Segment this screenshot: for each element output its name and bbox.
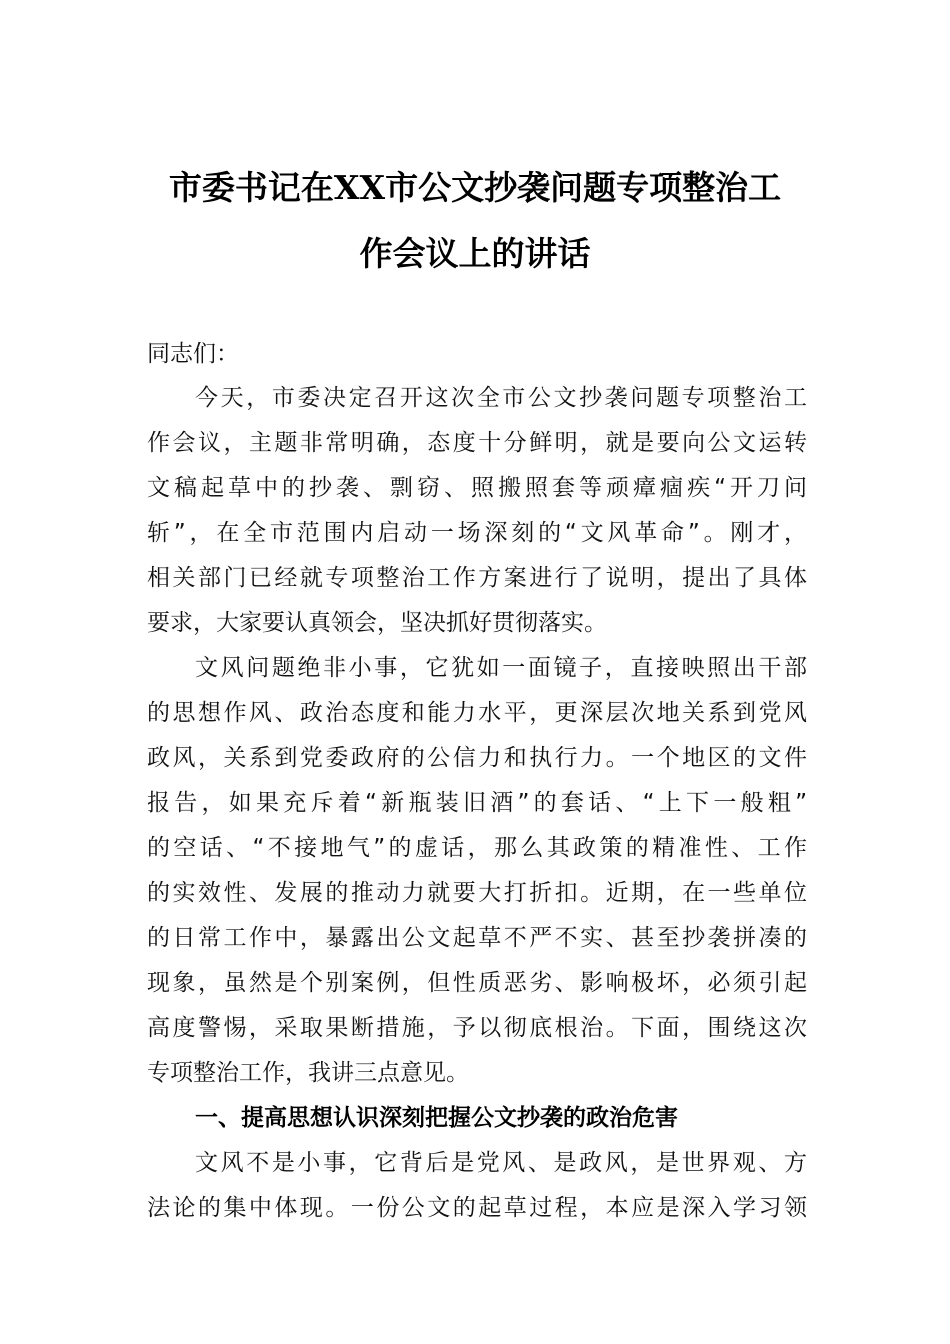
paragraph-2-line: 的空话、“不接地气”的虚话，那么其政策的精准性、工作 <box>147 835 807 861</box>
paragraph-1-line: 作会议，主题非常明确，态度十分鲜明，就是要向公文运转 <box>147 430 807 456</box>
section-1-paragraph-line: 文风不是小事，它背后是党风、是政风，是世界观、方 <box>195 1150 807 1176</box>
paragraph-2-line: 的实效性、发展的推动力就要大打折扣。近期，在一些单位 <box>147 880 807 906</box>
section-heading-1: 一、提高思想认识深刻把握公文抄袭的政治危害 <box>195 1105 678 1131</box>
paragraph-2-line: 的思想作风、政治态度和能力水平，更深层次地关系到党风 <box>147 700 807 726</box>
paragraph-2-line: 高度警惕，采取果断措施，予以彻底根治。下面，围绕这次 <box>147 1015 807 1041</box>
paragraph-1-line: 要求，大家要认真领会，坚决抓好贯彻落实。 <box>147 610 607 636</box>
paragraph-2-line: 文风问题绝非小事，它犹如一面镜子，直接映照出干部 <box>195 655 807 681</box>
salutation: 同志们： <box>147 341 239 367</box>
section-1-paragraph-line: 法论的集中体现。一份公文的起草过程，本应是深入学习领 <box>147 1195 807 1221</box>
paragraph-1-line: 今天，市委决定召开这次全市公文抄袭问题专项整治工 <box>195 385 807 411</box>
paragraph-2-line: 现象，虽然是个别案例，但性质恶劣、影响极坏，必须引起 <box>147 970 807 996</box>
paragraph-1-line: 斩”，在全市范围内启动一场深刻的“文风革命”。刚才， <box>147 520 807 546</box>
document-title-line-2: 作会议上的讲话 <box>359 234 591 273</box>
paragraph-2-line: 政风，关系到党委政府的公信力和执行力。一个地区的文件 <box>147 745 807 771</box>
paragraph-1-line: 相关部门已经就专项整治工作方案进行了说明，提出了具体 <box>147 565 807 591</box>
paragraph-2-line: 专项整治工作，我讲三点意见。 <box>147 1060 469 1086</box>
paragraph-2-line: 的日常工作中，暴露出公文起草不严不实、甚至抄袭拼凑的 <box>147 925 807 951</box>
paragraph-2-line: 报告，如果充斥着“新瓶装旧酒”的套话、“上下一般粗” <box>147 790 807 816</box>
document-title-line-1: 市委书记在XX市公文抄袭问题专项整治工 <box>168 168 782 207</box>
paragraph-1-line: 文稿起草中的抄袭、剽窃、照搬照套等顽瘴痼疾“开刀问 <box>147 475 807 501</box>
